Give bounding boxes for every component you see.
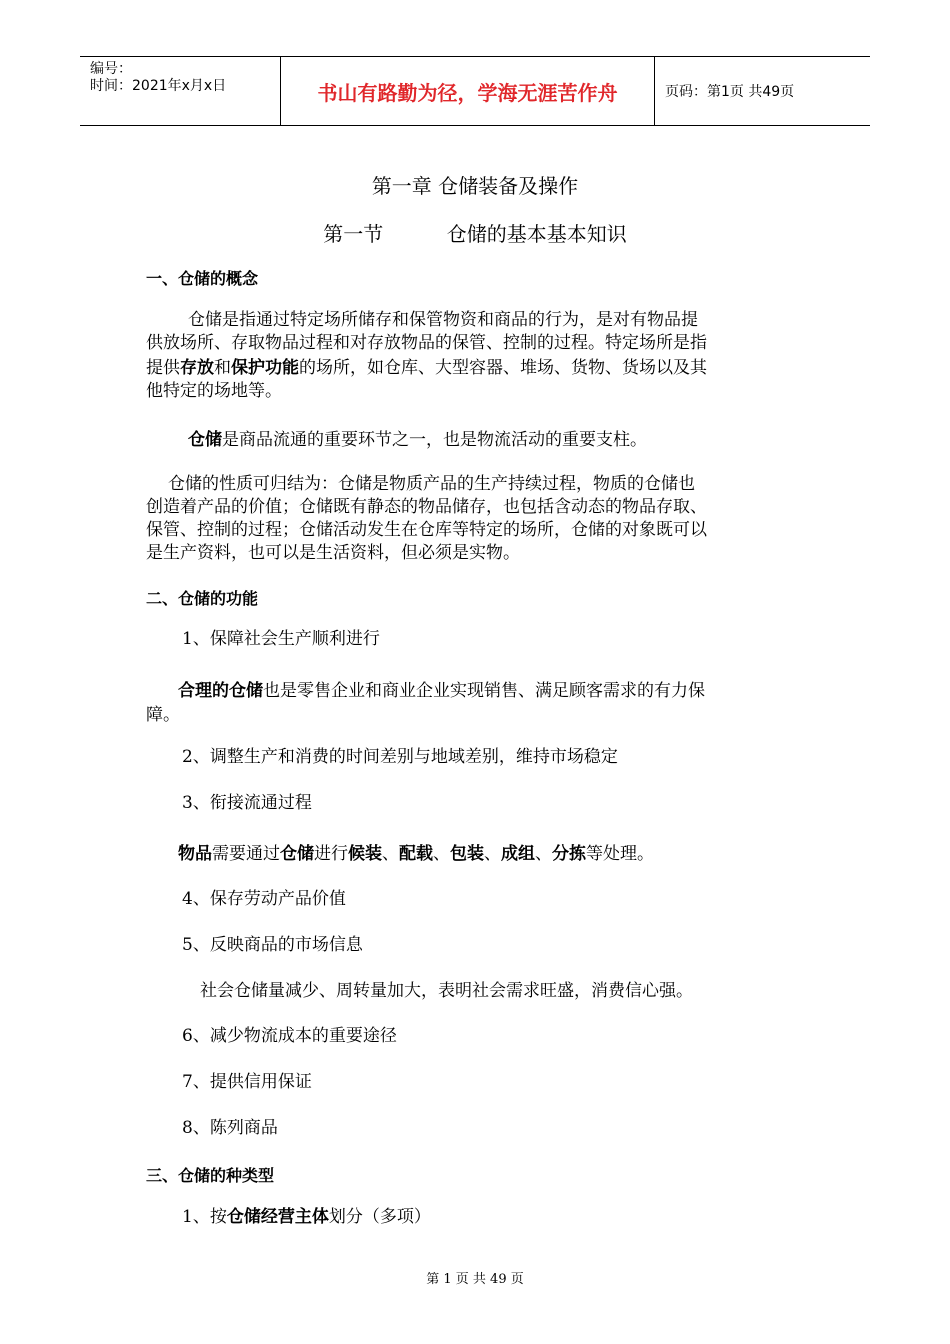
function-item-5-desc: 社会仓储量减少、周转量加大，表明社会需求旺盛，消费信心强。 [200,981,693,1001]
heading-types: 三、仓储的种类型 [146,1166,275,1185]
number-label: 编号： [90,61,132,77]
text-segment: 需要通过 [212,844,280,864]
emphasis-packing: 包装 [450,844,484,864]
function-item-3: 3、衔接流通过程 [182,793,312,813]
emphasis-loading: 候装 [348,844,382,864]
heading-functions: 二、仓储的功能 [146,589,259,608]
emphasis-operator: 仓储经营主体 [226,1207,329,1227]
function-item-6: 6、减少物流成本的重要途径 [182,1026,397,1046]
function-item-1: 1、保障社会生产顺利进行 [182,629,380,649]
function-item-7: 7、提供信用保证 [182,1072,312,1092]
chapter-title: 第一章 仓储装备及操作 [371,174,579,198]
emphasis-grouping: 成组 [501,844,535,864]
emphasis-store: 存放 [180,358,214,378]
emphasis-storage: 仓储 [188,430,222,450]
concept-p3-line4: 是生产资料，也可以是生活资料，但必须是实物。 [146,543,520,563]
text-segment: 进行 [314,844,348,864]
separator: 、 [433,844,450,864]
emphasis-goods: 物品 [178,844,212,864]
text-segment: 也是零售企业和商业企业实现销售、满足顾客需求的有力保 [263,681,705,701]
concept-p1-line2: 供放场所、存取物品过程和对存放物品的保管、控制的过程。特定场所是指 [146,333,707,353]
function-item-3-desc [178,843,654,865]
text-segment: 1、按 [182,1207,227,1227]
type-item-1 [182,1206,431,1228]
function-item-4: 4、保存劳动产品价值 [182,889,346,909]
text-segment: 是商品流通的重要环节之一，也是物流活动的重要支柱。 [222,430,647,450]
concept-p3-line3: 保管、控制的过程；仓储活动发生在仓库等特定的场所，仓储的对象既可以 [146,520,707,540]
function-item-1-desc-line2: 障。 [146,705,180,725]
text-segment: 划分（多项） [328,1207,431,1227]
concept-p1-line3 [146,357,707,379]
page-header [80,56,870,126]
time-label: 时间：2021年x月x日 [90,78,227,94]
function-item-5: 5、反映商品的市场信息 [182,935,363,955]
function-item-8: 8、陈列商品 [182,1118,278,1138]
text-segment: 等处理。 [586,844,654,864]
emphasis-stowage: 配载 [399,844,433,864]
header-page-info: 页码：第1页 共49页 [665,84,795,100]
text-segment: 提供 [146,358,180,378]
function-item-2: 2、调整生产和消费的时间差别与地域差别，维持市场稳定 [182,747,618,767]
concept-p3-line1: 仓储的性质可归结为：仓储是物质产品的生产持续过程，物质的仓储也 [168,474,695,494]
concept-p1-line4: 他特定的场地等。 [146,381,282,401]
section-title: 第一节 仓储的基本基本知识 [323,222,627,246]
text-segment: 和 [214,358,231,378]
function-item-1-desc [178,680,705,702]
emphasis-reasonable-storage: 合理的仓储 [178,681,263,701]
heading-concept: 一、仓储的概念 [146,269,259,288]
concept-p2 [188,429,647,451]
concept-p3-line2: 创造着产品的价值；仓储既有静态的物品储存，也包括含动态的物品存取、 [146,497,707,517]
emphasis-sorting: 分拣 [552,844,586,864]
page-footer: 第 1 页 共 49 页 [426,1272,524,1287]
separator: 、 [484,844,501,864]
emphasis-storage: 仓储 [280,844,314,864]
concept-p1-line1: 仓储是指通过特定场所储存和保管物资和商品的行为，是对有物品提 [188,310,698,330]
separator: 、 [382,844,399,864]
separator: 、 [535,844,552,864]
header-meta [80,57,281,125]
header-motto: 书山有路勤为径，学海无涯苦作舟 [281,57,655,125]
emphasis-protect: 保护功能 [231,358,299,378]
text-segment: 的场所，如仓库、大型容器、堆场、货物、货场以及其 [299,358,707,378]
